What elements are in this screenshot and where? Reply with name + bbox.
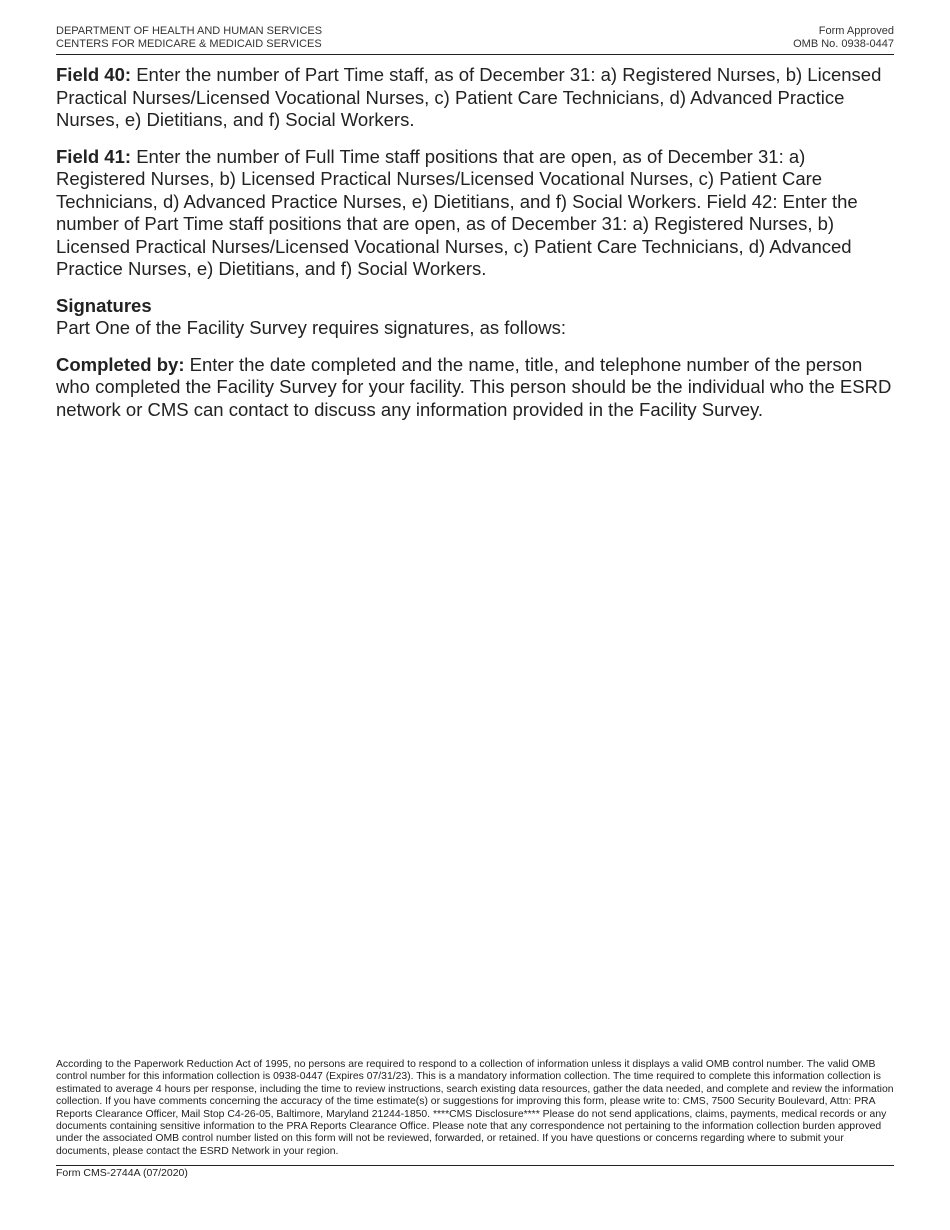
header-divider — [56, 54, 894, 55]
footer-divider — [56, 1165, 894, 1166]
field-41-label: Field 41: — [56, 145, 132, 167]
approval-block — [793, 25, 894, 51]
field-41-text: Enter the number of Full Time staff positions that are open, as of December 31: a) Registered Nurses, b) Licensed Practical Nurses/Licensed Vocational Nurses, c) Patient Care Technicians, d) Advanced Practice Nurses, e) Dietitians, and f) Social Workers. Field 42: Enter the number of Part Time staff positions that are open, as of December 31: a) Registered Nurses, b) Licensed Practical Nurses/Licensed Vocational Nurses, c) Patient Care Technicians, d) Advanced Practice Nurses, e) Dietitians, and f) Social Workers. — [56, 145, 858, 279]
completed-by-paragraph — [56, 354, 896, 422]
field-40-text: Enter the number of Part Time staff, as of December 31: a) Registered Nurses, b) Licensed Practical Nurses/Licensed Vocational Nurses, c) Patient Care Technicians, d) Advanced Practice Nurses, e) Dietitians, and f) Social Workers. — [56, 64, 882, 130]
form-approved-label: Form Approved — [818, 25, 894, 37]
form-id: Form CMS-2744A (07/2020) — [56, 1167, 188, 1179]
instructions-body — [56, 64, 896, 435]
field-40-paragraph — [56, 64, 896, 132]
paperwork-reduction-disclosure: According to the Paperwork Reduction Act of 1995, no persons are required to respond to a collection of information unless it displays a valid OMB control number. The valid OMB control number for this information collection is 0938-0447 (Expires 07/31/23). This is a mandatory information collection. The time required to complete this information collection is estimated to average 4 hours per response, including the time to review instructions, search existing data resources, gather the data needed, and complete and review the information collection. If you have comments concerning the accuracy of the time estimate(s) or suggestions for improving this form, please write to: CMS, 7500 Security Boulevard, Attn: PRA Reports Clearance Officer, Mail Stop C4-26-05, Baltimore, Maryland 21244-1850. ****CMS Disclosure**** Please do not send applications, claims, payments, medical records or any documents containing sensitive information to the PRA Reports Clearance Office. Please note that any correspondence not pertaining to the information collection burden approved under the associated OMB control number listed on this form will not be reviewed, forwarded, or retained. If you have questions or concerns regarding where to submit your documents, please contact the ESRD Network in your region. — [56, 1059, 894, 1157]
signatures-heading: Signatures — [56, 294, 152, 316]
agency-line-1: DEPARTMENT OF HEALTH AND HUMAN SERVICES — [56, 25, 323, 37]
field-40-label: Field 40: — [56, 64, 132, 85]
agency-line-2: CENTERS FOR MEDICARE & MEDICAID SERVICES — [56, 38, 322, 50]
field-41-paragraph — [56, 146, 896, 281]
completed-by-text: Enter the date completed and the name, title, and telephone number of the person who completed the Facility Survey for your facility. This person should be the individual who the ESRD network or CMS can contact to discuss any information provided in the Facility Survey. — [56, 353, 892, 420]
signatures-intro: Part One of the Facility Survey requires signatures, as follows: — [56, 317, 566, 338]
completed-by-label: Completed by: — [56, 353, 185, 375]
omb-number: OMB No. 0938-0447 — [793, 38, 894, 50]
agency-block — [56, 25, 322, 51]
